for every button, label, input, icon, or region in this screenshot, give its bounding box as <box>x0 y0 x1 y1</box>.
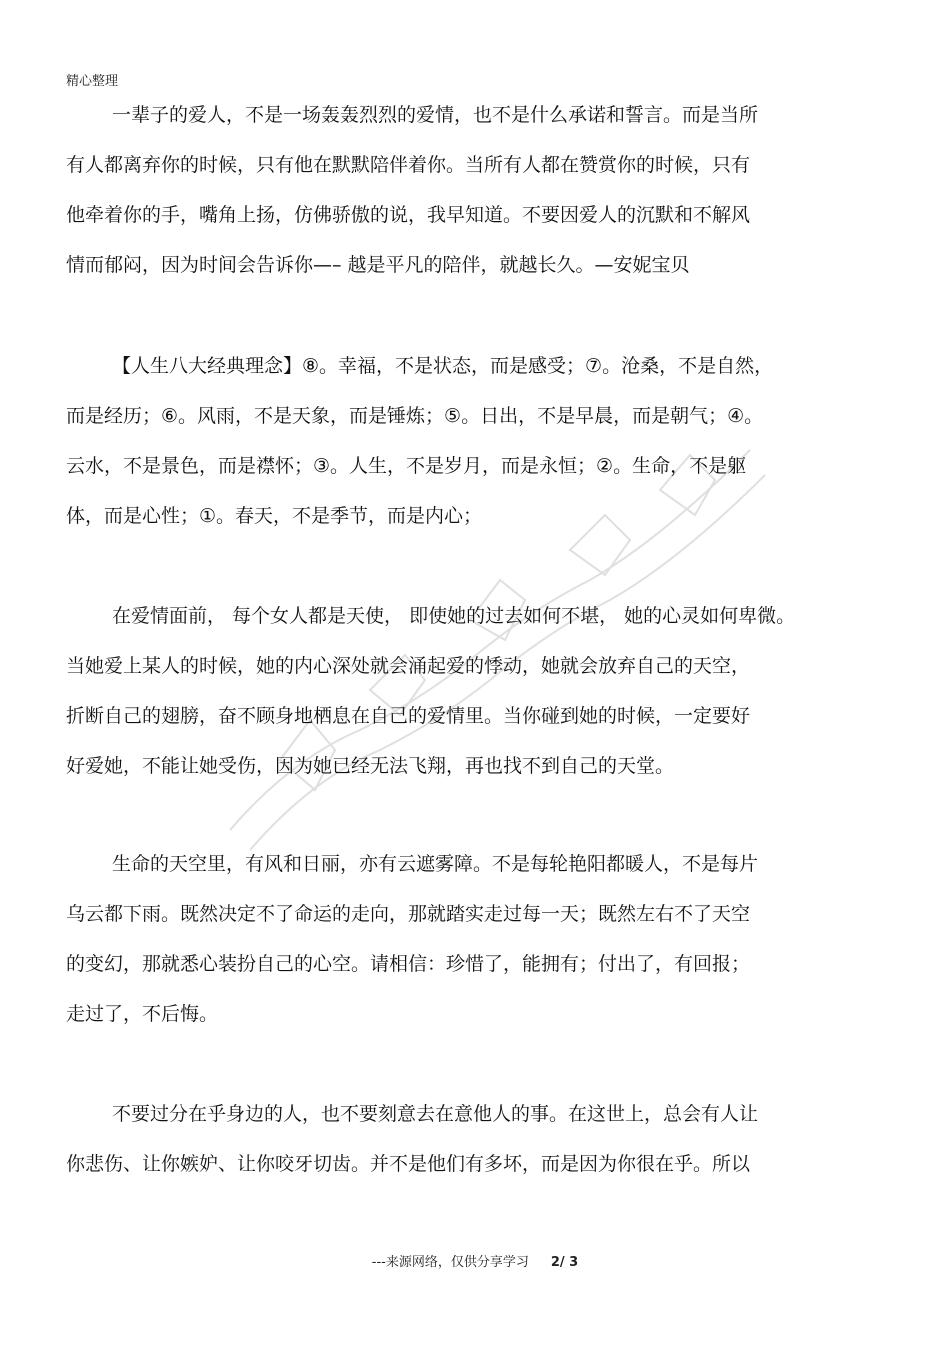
paragraph-line: 有人都离弃你的时候，只有他在默默陪伴着你。当所有人都在赞赏你的时候，只有 <box>66 154 751 176</box>
footer-source-text: ---来源网络，仅供分享学习 <box>371 1255 529 1270</box>
paragraph-line: 体，而是心性；①。春天，不是季节，而是内心； <box>66 505 483 527</box>
paragraph-line: 生命的天空里，有风和日丽，亦有云遮雾障。不是每轮艳阳都暖人，不是每片 <box>112 853 759 875</box>
paragraph-line: 在爱情面前， 每个女人都是天使， 即使她的过去如何不堪， 她的心灵如何卑微。 <box>112 605 796 627</box>
paragraph-line: 一辈子的爱人，不是一场轰轰烈烈的爱情，也不是什么承诺和誓言。而是当所 <box>112 104 759 126</box>
paragraph-line: 折断自己的翅膀，奋不顾身地栖息在自己的爱情里。当你碰到她的时候，一定要好 <box>66 705 751 727</box>
paragraph-line: 走过了，不后悔。 <box>66 1003 219 1025</box>
paragraph-line: 而是经历；⑥。风雨，不是天象，而是锤炼；⑤。日出，不是早晨，而是朝气；④。 <box>66 405 764 427</box>
paragraph-line: 的变幻，那就悉心装扮自己的心空。请相信：珍惜了，能拥有；付出了，有回报； <box>66 953 751 975</box>
page-footer <box>0 1251 950 1270</box>
paragraph-line: 情而郁闷，因为时间会告诉你—– 越是平凡的陪伴，就越长久。—安妮宝贝 <box>66 254 690 276</box>
paragraph-line: 不要过分在乎身边的人，也不要刻意去在意他人的事。在这世上，总会有人让 <box>112 1103 759 1125</box>
paragraph-line: 好爱她，不能让她受伤，因为她已经无法飞翔，再也找不到自己的天堂。 <box>66 755 675 777</box>
page-header-label: 精心整理 <box>66 74 119 89</box>
paragraph-line: 当她爱上某人的时候，她的内心深处就会涌起爱的悸动，她就会放弃自己的天空， <box>66 655 751 677</box>
paragraph-line: 他牵着你的手，嘴角上扬，仿佛骄傲的说，我早知道。不要因爱人的沉默和不解风 <box>66 204 751 226</box>
watermark-stamp <box>210 430 770 860</box>
paragraph-line: 云水，不是景色，而是襟怀；③。人生，不是岁月，而是永恒；②。生命，不是躯 <box>66 455 747 477</box>
paragraph-line: 乌云都下雨。既然决定不了命运的走向，那就踏实走过每一天；既然左右不了天空 <box>66 903 751 925</box>
page-number: 2/ 3 <box>550 1255 579 1270</box>
paragraph-line: 你悲伤、让你嫉妒、让你咬牙切齿。并不是他们有多坏，而是因为你很在乎。所以 <box>66 1153 751 1175</box>
paragraph-line: 【人生八大经典理念】⑧。幸福，不是状态，而是感受；⑦。沧桑，不是自然， <box>112 355 774 377</box>
